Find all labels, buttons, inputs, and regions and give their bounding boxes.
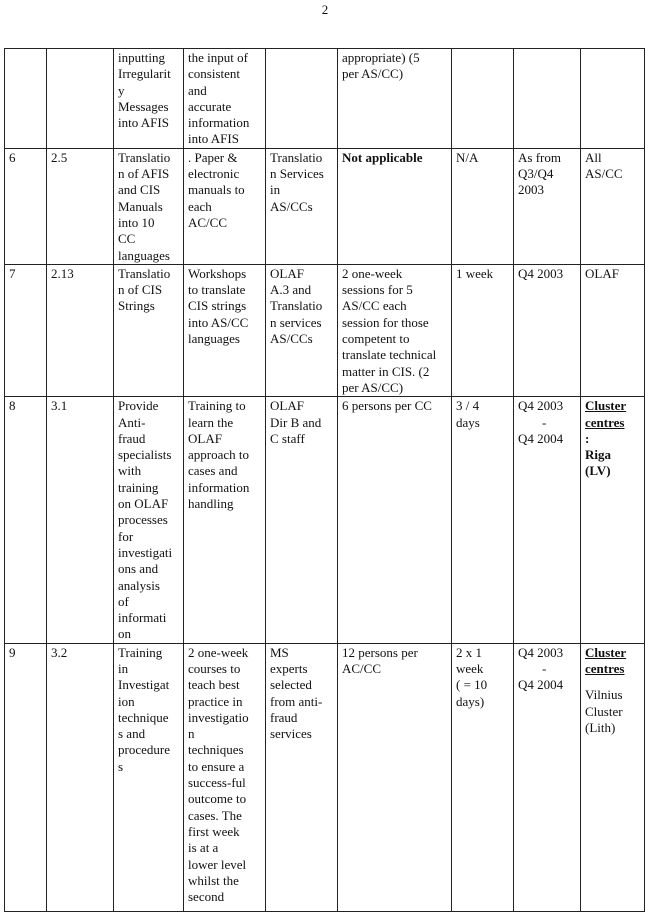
text-line: handling [188, 496, 234, 512]
cell-ref: 3.1 [47, 397, 114, 643]
cell-activity [114, 49, 184, 149]
text-line: processes [118, 512, 168, 528]
text-line: Riga [585, 447, 611, 463]
page-number: 2 [321, 2, 329, 17]
cell-description [184, 49, 266, 149]
cell-provider [266, 397, 338, 643]
text-line: outcome to [188, 791, 247, 807]
text-line: 2 one-week [188, 644, 249, 660]
text-line: Training [118, 644, 163, 660]
text-line: from anti- [270, 693, 323, 709]
cell-provider [266, 148, 338, 264]
text-line: Strings [118, 298, 155, 314]
text-line: technique [118, 709, 169, 725]
text-line: matter in CIS. (2 [342, 363, 430, 379]
text-line: s [118, 758, 124, 774]
text-line: CC [118, 231, 136, 247]
text-line: CIS strings [188, 298, 247, 314]
text-line: Manuals [118, 198, 163, 214]
text-line: on OLAF [118, 496, 169, 512]
text-line: success-ful [188, 775, 246, 791]
cell-date [514, 264, 581, 396]
text-line: AS/CC [585, 166, 623, 182]
text-line: Investigat [118, 677, 170, 693]
text-line: manuals to [188, 182, 245, 198]
date-to: Q4 2004 [518, 677, 564, 693]
text-line: per AS/CC) [342, 66, 404, 82]
text-line: into AFIS [188, 131, 239, 147]
text-line: and [188, 82, 207, 98]
text-line: appropriate) (5 [342, 50, 420, 65]
text-line: session for those [342, 314, 429, 330]
text-line: fraud [270, 709, 298, 725]
text-line: (Lith) [585, 719, 616, 735]
text-line: Cluster [585, 703, 623, 719]
text-line: per AS/CC) [342, 379, 404, 395]
text-line: languages [118, 247, 170, 263]
text-line: 2003 [518, 182, 544, 198]
cell-description [184, 643, 266, 911]
cell-location [581, 643, 645, 911]
cell-provider [266, 49, 338, 149]
text-line: practice in [188, 693, 243, 709]
cell-date [514, 148, 581, 264]
text-line: inputting [118, 50, 165, 65]
text-line: informati [118, 610, 167, 626]
location-colon: : [585, 430, 590, 446]
text-line: Q4 2003 [518, 265, 564, 281]
text-line: AS/CC each [342, 298, 407, 314]
text-line: Provide [118, 398, 159, 414]
text-line: analysis [118, 577, 160, 593]
text-line: each [188, 198, 212, 214]
text-line: of [118, 593, 129, 609]
text-line: ( = 10 [456, 677, 488, 693]
cell-participants [338, 49, 452, 149]
cell-activity [114, 397, 184, 643]
text-line: investigati [118, 544, 173, 560]
text-line: week [456, 660, 484, 676]
text-line: y [118, 82, 125, 98]
text-line: 3 / 4 [456, 398, 480, 414]
table-row [5, 148, 645, 264]
cell-no: 9 [5, 643, 47, 911]
cell-location [581, 49, 645, 149]
date-from: Q4 2003 [518, 398, 564, 414]
text-line: sessions for 5 [342, 282, 413, 298]
date-to: Q4 2004 [518, 430, 564, 446]
date-separator: - [542, 660, 547, 676]
text-line: centres [585, 660, 625, 676]
text-line: Training to [188, 398, 246, 414]
text-line: accurate [188, 98, 232, 114]
cell-date [514, 397, 581, 643]
training-activities-table [4, 48, 645, 912]
table-row [5, 264, 645, 396]
text-line: ons and [118, 561, 159, 577]
text-line: (LV) [585, 463, 611, 479]
cell-description [184, 264, 266, 396]
text-line: 1 week [456, 265, 494, 281]
cell-ref [47, 49, 114, 149]
text-line: 12 persons per [342, 644, 418, 660]
cell-provider [266, 643, 338, 911]
text-line: second [188, 889, 225, 905]
cell-participants [338, 264, 452, 396]
text-line: Cluster [585, 644, 627, 660]
text-line: 2 one-week [342, 265, 403, 281]
cell-no [5, 49, 47, 149]
text-line: Vilnius [585, 687, 623, 703]
text-line: translate technical [342, 347, 437, 363]
table-body [5, 49, 645, 912]
text-line: and CIS [118, 182, 161, 198]
cell-date [514, 643, 581, 911]
cell-location [581, 264, 645, 396]
text-line: approach to [188, 447, 250, 463]
cell-location [581, 148, 645, 264]
text-line: n [188, 726, 195, 742]
location-place [585, 687, 642, 736]
cell-date [514, 49, 581, 149]
text-line: All [585, 149, 602, 165]
text-line: A.3 and [270, 282, 312, 298]
cell-description [184, 397, 266, 643]
text-line: As from [518, 149, 561, 165]
text-line: fraud [118, 430, 146, 446]
text-line: to ensure a [188, 758, 245, 774]
text-line: procedure [118, 742, 170, 758]
text-line: Translatio [270, 149, 323, 165]
location-heading [585, 398, 642, 431]
text-line: Dir B and [270, 414, 322, 430]
text-line: Q3/Q4 [518, 166, 554, 182]
text-line: Messages [118, 98, 169, 114]
table-row [5, 397, 645, 643]
text-line: is at a [188, 840, 219, 856]
text-line: ion [118, 693, 135, 709]
text-line: Anti- [118, 414, 146, 430]
cell-duration [452, 148, 514, 264]
text-line: Cluster [585, 398, 627, 414]
table-row [5, 49, 645, 149]
cell-duration [452, 643, 514, 911]
text-line: s and [118, 726, 146, 742]
text-line: . Paper & [188, 149, 238, 165]
text-line: OLAF [270, 398, 304, 414]
text-line: techniques [188, 742, 244, 758]
cell-provider [266, 264, 338, 396]
cell-no: 8 [5, 397, 47, 643]
cell-ref: 3.2 [47, 643, 114, 911]
text-line: Translatio [118, 265, 171, 281]
text-line: OLAF [585, 265, 619, 281]
location-spacer [585, 677, 642, 687]
text-line: the input of [188, 50, 248, 65]
cell-activity [114, 264, 184, 396]
cell-no: 6 [5, 148, 47, 264]
text-line: in [118, 660, 129, 676]
text-line: centres [585, 414, 625, 430]
text-line: days [456, 414, 480, 430]
text-line: Not applicable [342, 149, 423, 165]
text-line: training [118, 479, 159, 495]
cell-activity [114, 148, 184, 264]
table-row [5, 643, 645, 911]
text-line: into AFIS [118, 115, 169, 131]
text-line: on [118, 626, 131, 642]
cell-activity [114, 643, 184, 911]
cell-duration [452, 397, 514, 643]
text-line: cases and [188, 463, 238, 479]
cell-ref: 2.5 [47, 148, 114, 264]
cell-location [581, 397, 645, 643]
text-line: 2 x 1 [456, 644, 482, 660]
text-line: with [118, 463, 142, 479]
text-line: into 10 [118, 214, 155, 230]
text-line: whilst the [188, 872, 239, 888]
text-line: days) [456, 693, 485, 709]
text-line: Translatio [270, 298, 323, 314]
text-line: Workshops [188, 265, 247, 281]
cell-participants [338, 643, 452, 911]
cell-participants [338, 148, 452, 264]
text-line: AS/CCs [270, 331, 313, 347]
text-line: lower level [188, 856, 247, 872]
text-line: n Services [270, 166, 324, 182]
text-line: C staff [270, 430, 305, 446]
text-line: N/A [456, 149, 479, 165]
text-line: for [118, 528, 134, 544]
text-line: into AS/CC [188, 314, 249, 330]
text-line: teach best [188, 677, 240, 693]
text-line: consistent [188, 66, 240, 82]
text-line: Translatio [118, 149, 171, 165]
text-line: 6 persons per CC [342, 398, 432, 414]
text-line: cases. The [188, 807, 242, 823]
text-line: first week [188, 823, 240, 839]
text-line: courses to [188, 660, 241, 676]
cell-duration [452, 49, 514, 149]
date-separator: - [542, 414, 547, 430]
cell-description [184, 148, 266, 264]
text-line: Irregularit [118, 66, 171, 82]
cell-no: 7 [5, 264, 47, 396]
text-line: MS [270, 644, 289, 660]
text-line: specialists [118, 447, 172, 463]
text-line: to translate [188, 282, 246, 298]
text-line: learn the [188, 414, 234, 430]
cell-participants [338, 397, 452, 643]
text-line: n of AFIS [118, 166, 170, 182]
text-line: information [188, 115, 250, 131]
text-line: in [270, 182, 281, 198]
cell-duration [452, 264, 514, 396]
text-line: AS/CCs [270, 198, 313, 214]
text-line: investigatio [188, 709, 249, 725]
date-from: Q4 2003 [518, 644, 564, 660]
text-line: OLAF [188, 430, 222, 446]
text-line: information [188, 479, 250, 495]
text-line: electronic [188, 166, 240, 182]
text-line: AC/CC [342, 660, 382, 676]
location-place [585, 447, 642, 480]
text-line: OLAF [270, 265, 304, 281]
text-line: competent to [342, 331, 410, 347]
text-line: AC/CC [188, 214, 228, 230]
text-line: n services [270, 314, 322, 330]
text-line: experts [270, 660, 308, 676]
cell-ref: 2.13 [47, 264, 114, 396]
text-line: languages [188, 331, 240, 347]
location-heading [585, 645, 642, 678]
text-line: selected [270, 677, 312, 693]
text-line: n of CIS [118, 282, 163, 298]
text-line: services [270, 726, 312, 742]
